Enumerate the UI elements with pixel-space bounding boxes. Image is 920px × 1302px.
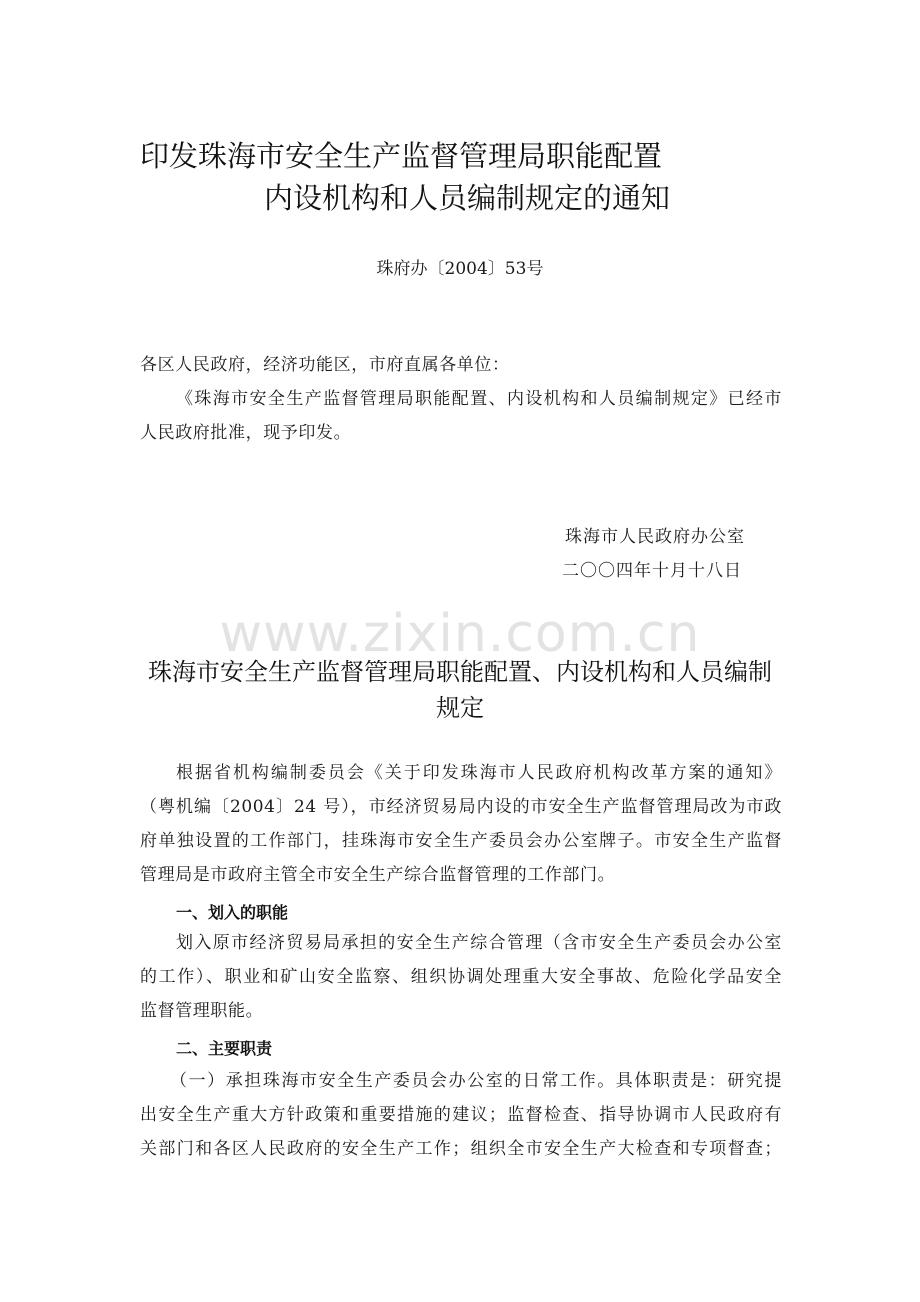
section-heading-main-duties: 二、主要职责 bbox=[176, 1039, 273, 1058]
notice-body-line: 人民政府批准，现予印发。 bbox=[140, 423, 352, 443]
section-line: 关部门和各区人民政府的安全生产工作；组织全市安全生产大检查和专项督查； bbox=[140, 1139, 782, 1159]
regulation-intro bbox=[140, 756, 782, 892]
issuer-name: 珠海市人民政府办公室 bbox=[565, 527, 745, 547]
document-number: 珠府办〔2004〕53号 bbox=[376, 259, 544, 279]
regulation-title-line-2: 规定 bbox=[436, 694, 484, 722]
addressee: 各区人民政府，经济功能区，市府直属各单位： bbox=[140, 355, 510, 375]
section-line: 出安全生产重大方针政策和重要措施的建议；监督检查、指导协调市人民政府有 bbox=[140, 1105, 782, 1125]
notice-body bbox=[140, 348, 782, 450]
notice-title-line-2: 内设机构和人员编制规定的通知 bbox=[264, 181, 671, 215]
intro-line: 府单独设置的工作部门，挂珠海市安全生产委员会办公室牌子。市安全生产监督 bbox=[140, 831, 782, 851]
section-1-body bbox=[140, 926, 782, 1028]
intro-line: 管理局是市政府主管全市安全生产综合监督管理的工作部门。 bbox=[140, 865, 616, 885]
section-line: 的工作）、职业和矿山安全监察、组织协调处理重大安全事故、危险化学品安全 bbox=[140, 967, 782, 987]
watermark: www.zixin.com.cn bbox=[219, 604, 701, 664]
section-2-body bbox=[140, 1064, 782, 1166]
intro-line: 根据省机构编制委员会《关于印发珠海市人民政府机构改革方案的通知》 bbox=[176, 763, 782, 783]
section-line: 划入原市经济贸易局承担的安全生产综合管理（含市安全生产委员会办公室 bbox=[176, 933, 782, 953]
section-line: 监督管理职能。 bbox=[140, 1001, 264, 1021]
section-heading-transferred-functions: 一、划入的职能 bbox=[176, 903, 289, 922]
notice-body-line: 《珠海市安全生产监督管理局职能配置、内设机构和人员编制规定》已经市 bbox=[176, 389, 782, 409]
notice-title-line-1: 印发珠海市安全生产监督管理局职能配置 bbox=[140, 139, 663, 173]
regulation-title-line-1: 珠海市安全生产监督管理局职能配置、内设机构和人员编制 bbox=[148, 658, 772, 686]
issue-date: 二〇〇四年十月十八日 bbox=[562, 561, 742, 581]
intro-line: （粤机编〔2004〕24 号），市经济贸易局内设的市安全生产监督管理局改为市政 bbox=[140, 797, 782, 817]
section-line: （一）承担珠海市安全生产委员会办公室的日常工作。具体职责是：研究提 bbox=[170, 1071, 782, 1091]
